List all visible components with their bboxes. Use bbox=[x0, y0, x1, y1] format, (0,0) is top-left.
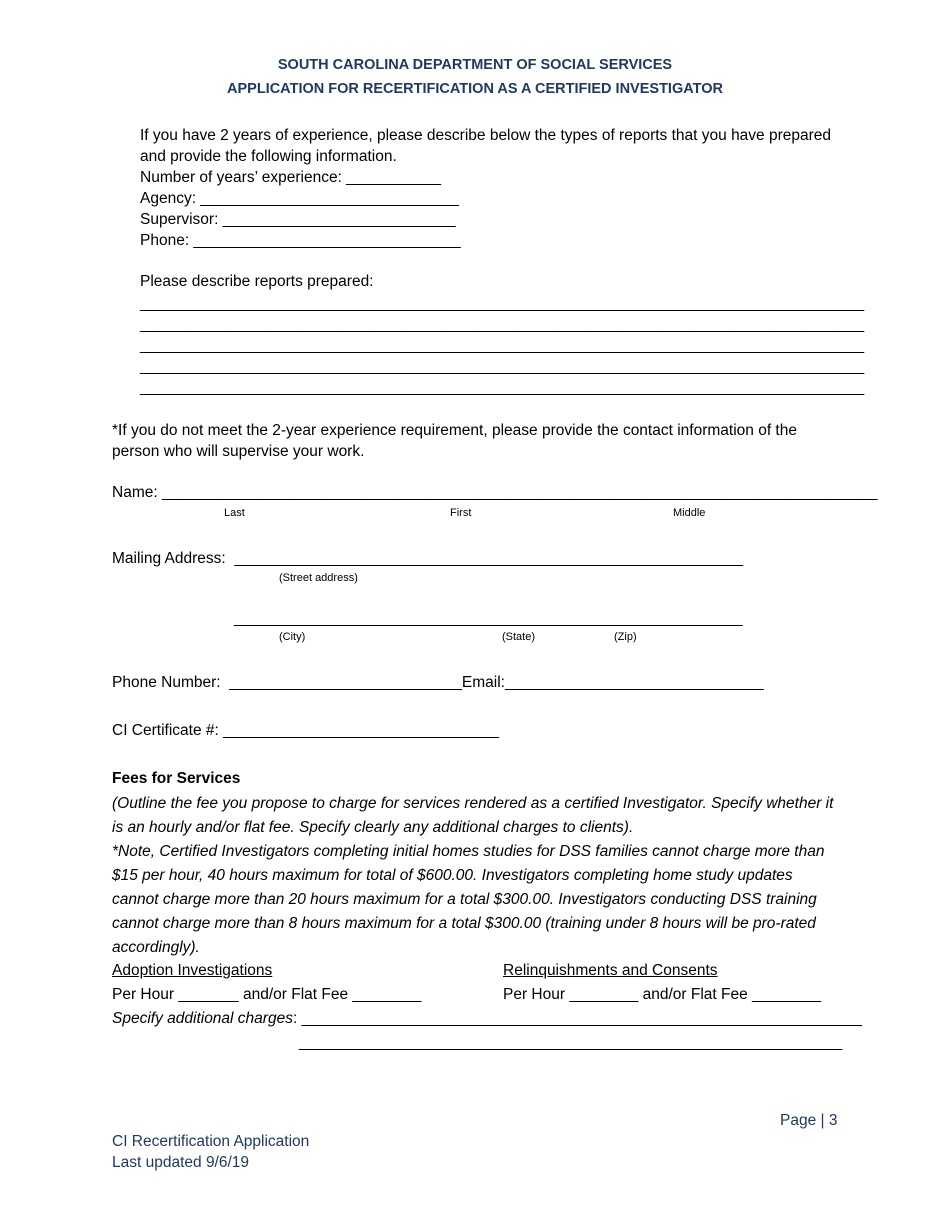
additional-charges-row[interactable] bbox=[112, 1008, 862, 1029]
fees-note: *Note, Certified Investigators completing initial homes studies for DSS families cannot charge more than $15 per hour, 40 hours maximum for total of $600.00. Investigators completing home study updates cannot charge more than 20 hours maximum for a total $300.00. Investigators conducting DSS training cannot charge more than 8 hours maximum for a total $300.00 (training under 8 hours will be pro-rated accordingly). bbox=[112, 843, 825, 956]
page-number bbox=[780, 1112, 837, 1130]
state-caption: (State) bbox=[502, 631, 536, 643]
reports-label: Please describe reports prepared: bbox=[140, 273, 374, 290]
years-experience-field[interactable]: Number of years’ experience: ___________ bbox=[140, 169, 442, 186]
supervisor-note-line1: *If you do not meet the 2-year experience requirement, please provide the contact information of the bbox=[112, 422, 797, 439]
page-label: Page bbox=[780, 1112, 817, 1129]
name-first-caption: First bbox=[450, 507, 472, 519]
header-title-line1: SOUTH CAROLINA DEPARTMENT OF SOCIAL SERVICES bbox=[277, 57, 673, 73]
reports-line-5[interactable]: ____________________________________________________________________________________ bbox=[140, 379, 865, 396]
supervisor-note-line2: person who will supervise your work. bbox=[112, 443, 365, 460]
page-separator: | bbox=[820, 1112, 825, 1129]
adoption-heading: Adoption Investigations bbox=[112, 962, 273, 979]
agency-field[interactable]: Agency: ______________________________ bbox=[140, 190, 459, 207]
reports-line-1[interactable]: ____________________________________________________________________________________ bbox=[140, 295, 865, 312]
footer-doc-title: CI Recertification Application bbox=[112, 1133, 310, 1150]
additional-charges-field[interactable]: : _________________________________________________________________ bbox=[292, 1010, 862, 1027]
supervisor-field[interactable]: Supervisor: ___________________________ bbox=[140, 211, 456, 228]
additional-charges-label: Specify additional charges bbox=[112, 1010, 293, 1027]
name-field[interactable]: Name: ___________________________________________________________________________________ bbox=[112, 484, 878, 501]
street-address-caption: (Street address) bbox=[279, 572, 358, 584]
experience-intro-line1: If you have 2 years of experience, please describe below the types of reports that you have prepared bbox=[140, 127, 832, 144]
phone-email-field[interactable]: Phone Number: ___________________________Email:______________________________ bbox=[112, 674, 764, 691]
relinquishment-fee-field[interactable]: Per Hour ________ and/or Flat Fee ________ bbox=[503, 986, 821, 1003]
name-last-caption: Last bbox=[224, 507, 245, 519]
ci-certificate-field[interactable]: CI Certificate #: ________________________________ bbox=[112, 722, 499, 739]
city-caption: (City) bbox=[279, 631, 306, 643]
mailing-address-field[interactable]: Mailing Address: ___________________________________________________________ bbox=[112, 550, 743, 567]
fees-description bbox=[112, 792, 842, 960]
page-number-value: 3 bbox=[828, 1112, 838, 1129]
additional-charges-field-2[interactable]: _______________________________________________________________ bbox=[299, 1034, 843, 1051]
reports-line-4[interactable]: ____________________________________________________________________________________ bbox=[140, 358, 865, 375]
phone-field[interactable]: Phone: _______________________________ bbox=[140, 232, 461, 249]
zip-caption: (Zip) bbox=[614, 631, 637, 643]
name-middle-caption: Middle bbox=[673, 507, 706, 519]
city-state-zip-field[interactable]: ___________________________________________________________ bbox=[234, 610, 743, 627]
fees-title: Fees for Services bbox=[112, 770, 241, 787]
experience-intro-line2: and provide the following information. bbox=[140, 148, 397, 165]
adoption-fee-field[interactable]: Per Hour _______ and/or Flat Fee ________ bbox=[112, 986, 422, 1003]
fees-outline: (Outline the fee you propose to charge for services rendered as a certified Investigator. Specify whether it is an hourly and/or flat fee. Specify clearly any additional charges to clients). bbox=[112, 795, 834, 836]
header-title-line2: APPLICATION FOR RECERTIFICATION AS A CERTIFIED INVESTIGATOR bbox=[227, 81, 723, 97]
relinquishment-heading: Relinquishments and Consents bbox=[503, 962, 718, 979]
reports-line-2[interactable]: ____________________________________________________________________________________ bbox=[140, 316, 865, 333]
footer-updated: Last updated 9/6/19 bbox=[112, 1154, 250, 1171]
reports-line-3[interactable]: ____________________________________________________________________________________ bbox=[140, 337, 865, 354]
